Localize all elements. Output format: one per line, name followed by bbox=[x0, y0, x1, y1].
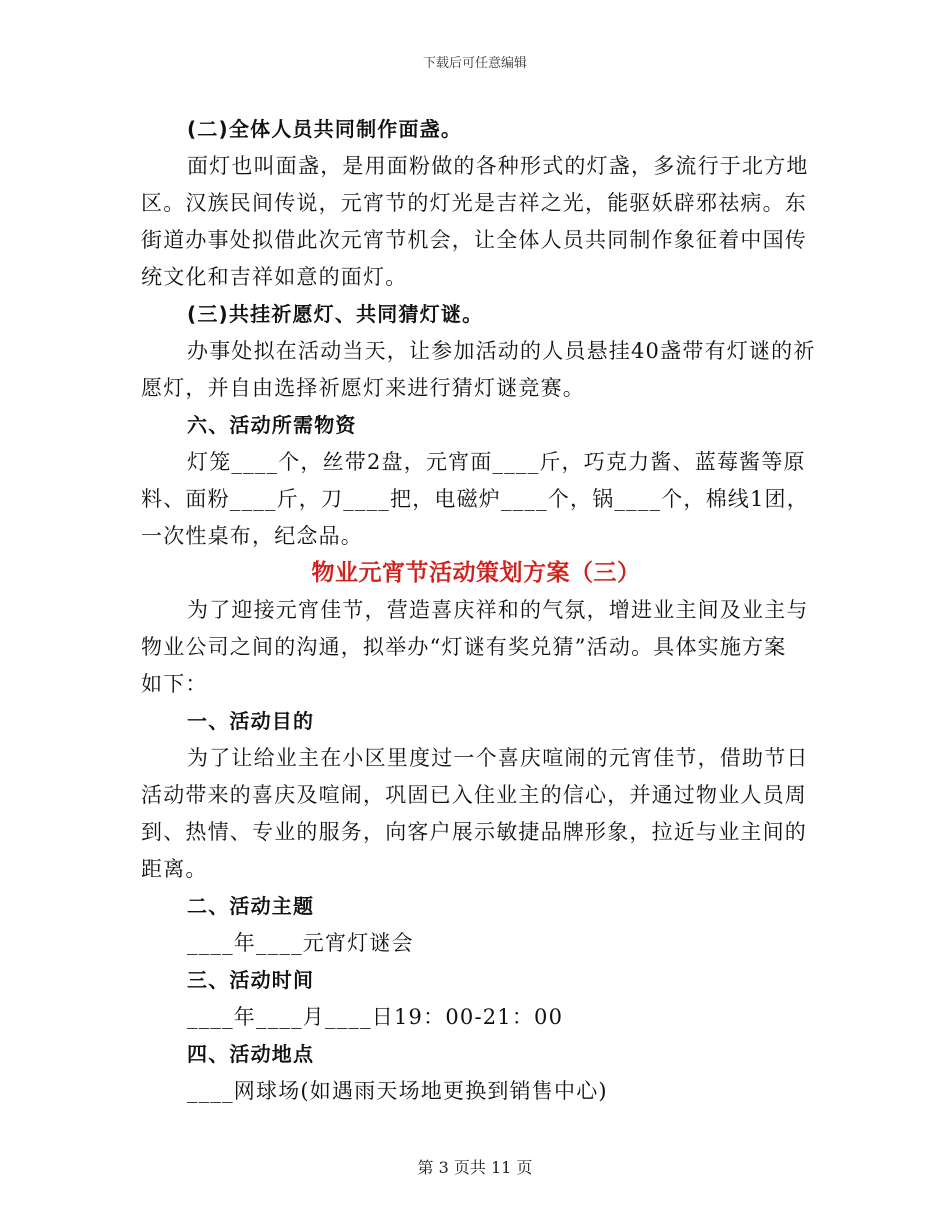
text-line: ____年____月____日19：00-21：00 bbox=[187, 1005, 564, 1029]
text-line: ____年____元宵灯谜会 bbox=[187, 931, 414, 955]
text-line: 为了迎接元宵佳节，营造喜庆祥和的气氛，增进业主间及业主与 bbox=[187, 598, 809, 622]
text-line: 办事处拟在活动当天，让参加活动的人员悬挂40盏带有灯谜的祈 bbox=[187, 339, 816, 363]
text-line: 物业公司之间的沟通，拟举办“灯谜有奖兑猜”活动。具体实施方案 bbox=[141, 635, 787, 659]
page-header: 下载后可任意编辑 bbox=[422, 56, 527, 71]
text-line: 一、活动目的 bbox=[187, 709, 315, 733]
text-line: 距离。 bbox=[141, 857, 208, 881]
text-line: 活动带来的喜庆及喧闹，巩固已入住业主的信心，并通过物业人员周 bbox=[141, 783, 807, 807]
text-line: 区。汉族民间传说，元宵节的灯光是吉祥之光，能驱妖辟邪祛病。东 bbox=[141, 191, 807, 215]
text-line: 到、热情、专业的服务，向客户展示敏捷品牌形象，拉近与业主间的 bbox=[141, 820, 807, 844]
text-line: 面灯也叫面盏，是用面粉做的各种形式的灯盏，多流行于北方地 bbox=[187, 154, 809, 178]
page-footer: 第 3 页共 11 页 bbox=[417, 1158, 533, 1177]
text-line: 街道办事处拟借此次元宵节机会，让全体人员共同制作象征着中国传 bbox=[141, 228, 807, 252]
text-line: ____网球场(如遇雨天场地更换到销售中心) bbox=[187, 1079, 608, 1103]
text-line: 三、活动时间 bbox=[187, 968, 315, 992]
text-line: 统文化和吉祥如意的面灯。 bbox=[141, 265, 408, 289]
text-line: 料、面粉____斤，刀____把，电磁炉____个，锅____个，棉线1团， bbox=[141, 487, 809, 511]
text-line: 四、活动地点 bbox=[187, 1042, 315, 1066]
text-line: 如下： bbox=[141, 672, 208, 696]
text-line: 二、活动主题 bbox=[187, 894, 315, 918]
text-line: (二)全体人员共同制作面盏。 bbox=[187, 117, 463, 141]
section-title: 物业元宵节活动策划方案（三） bbox=[311, 560, 641, 586]
text-line: 灯笼____个，丝带2盘，元宵面____斤，巧克力酱、蓝莓酱等原 bbox=[187, 450, 806, 474]
text-line: 一次性桌布，纪念品。 bbox=[141, 524, 363, 548]
text-line: 六、活动所需物资 bbox=[187, 413, 357, 437]
text-line: 为了让给业主在小区里度过一个喜庆喧闹的元宵佳节，借助节日 bbox=[187, 746, 809, 770]
document-body bbox=[141, 111, 816, 1110]
text-line: (三)共挂祈愿灯、共同猜灯谜。 bbox=[187, 302, 484, 326]
text-line: 愿灯，并自由选择祈愿灯来进行猜灯谜竞赛。 bbox=[141, 376, 585, 400]
